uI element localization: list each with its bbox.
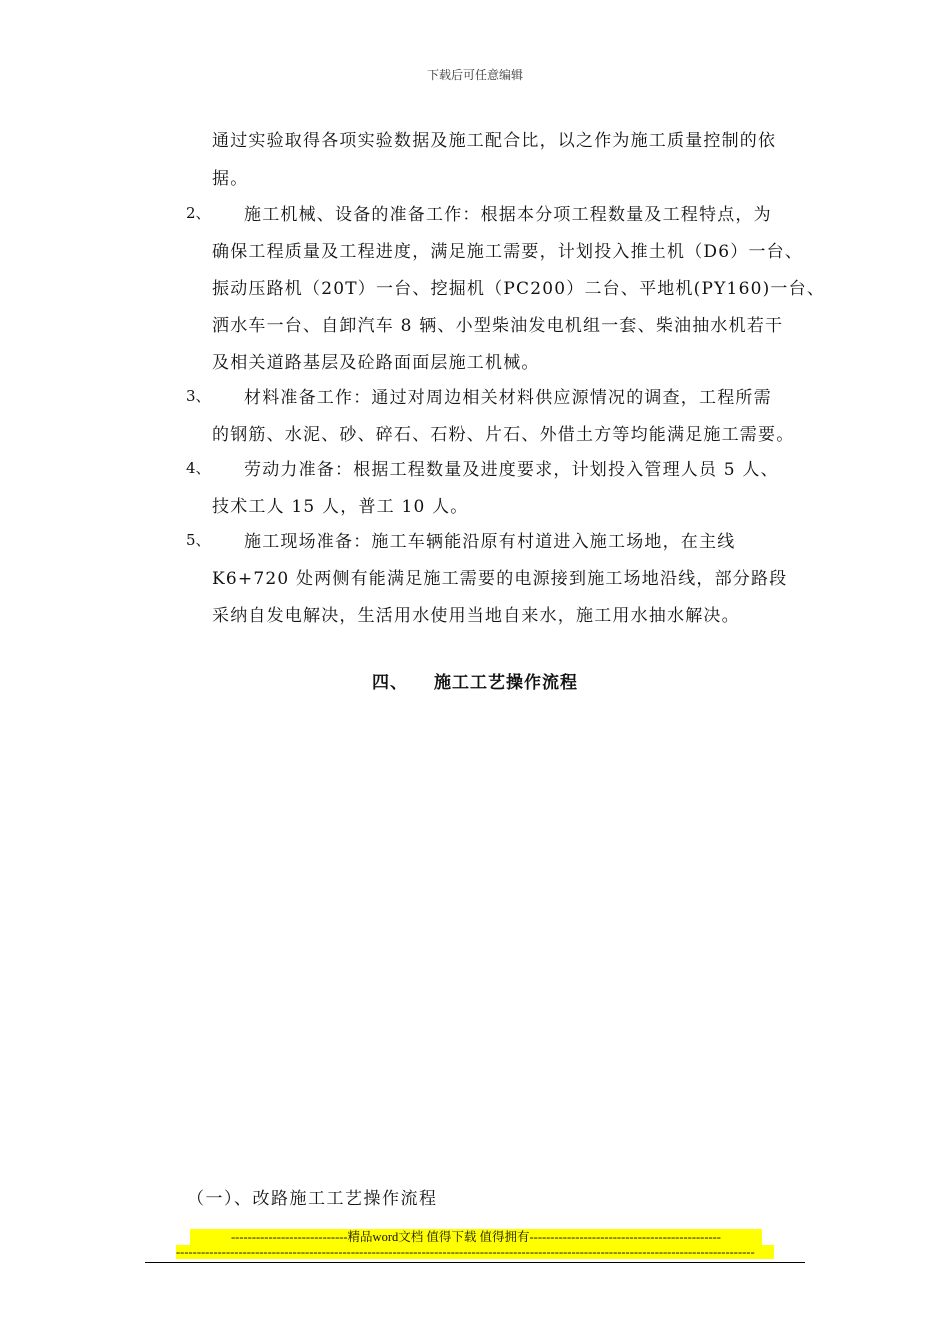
body-line: 材料准备工作：通过对周边相关材料供应源情况的调查，工程所需 bbox=[244, 388, 772, 408]
body-line: K6+720 处两侧有能满足施工需要的电源接到施工场地沿线，部分路段 bbox=[212, 569, 788, 589]
body-line: 施工机械、设备的准备工作：根据本分项工程数量及工程特点，为 bbox=[244, 205, 772, 225]
section-title-text: 施工工艺操作流程 bbox=[434, 673, 578, 693]
sub-heading: （一）、改路施工工艺操作流程 bbox=[187, 1189, 438, 1209]
body-line: 通过实验取得各项实验数据及施工配合比，以之作为施工质量控制的依 bbox=[212, 131, 777, 151]
section-title bbox=[0, 668, 950, 693]
body-line: 劳动力准备：根据工程数量及进度要求，计划投入管理人员 5 人、 bbox=[244, 460, 779, 480]
body-line: 及相关道路基层及砼路面面层施工机械。 bbox=[212, 353, 540, 373]
item-number: 4、 bbox=[186, 459, 211, 477]
item-number: 5、 bbox=[186, 531, 211, 549]
item-number: 3、 bbox=[186, 387, 211, 405]
footer-rule bbox=[145, 1262, 805, 1263]
body-line: 振动压路机（20T）一台、挖掘机（PC200）二台、平地机(PY160)一台、 bbox=[212, 279, 826, 299]
item-number: 2、 bbox=[186, 204, 211, 222]
page-header: 下载后可任意编辑 bbox=[426, 68, 523, 82]
body-line: 据。 bbox=[212, 169, 249, 189]
footer-banner: ----------------------------精品word文档 值得下载 值得拥有---------------------------------------------- bbox=[190, 1229, 762, 1245]
body-line: 洒水车一台、自卸汽车 8 辆、小型柴油发电机组一套、柴油抽水机若干 bbox=[212, 316, 784, 336]
footer-dashes: ------------------------------------------------------------------------------------------------------------------------------------------- bbox=[176, 1245, 774, 1259]
body-line: 的钢筋、水泥、砂、碎石、石粉、片石、外借土方等均能满足施工需要。 bbox=[212, 425, 795, 445]
body-line: 采纳自发电解决，生活用水使用当地自来水，施工用水抽水解决。 bbox=[212, 606, 740, 626]
section-number: 四、 bbox=[372, 673, 408, 693]
body-line: 技术工人 15 人，普工 10 人。 bbox=[212, 497, 469, 517]
body-line: 施工现场准备：施工车辆能沿原有村道进入施工场地，在主线 bbox=[244, 532, 736, 552]
body-line: 确保工程质量及工程进度，满足施工需要，计划投入推土机（D6）一台、 bbox=[212, 242, 804, 262]
